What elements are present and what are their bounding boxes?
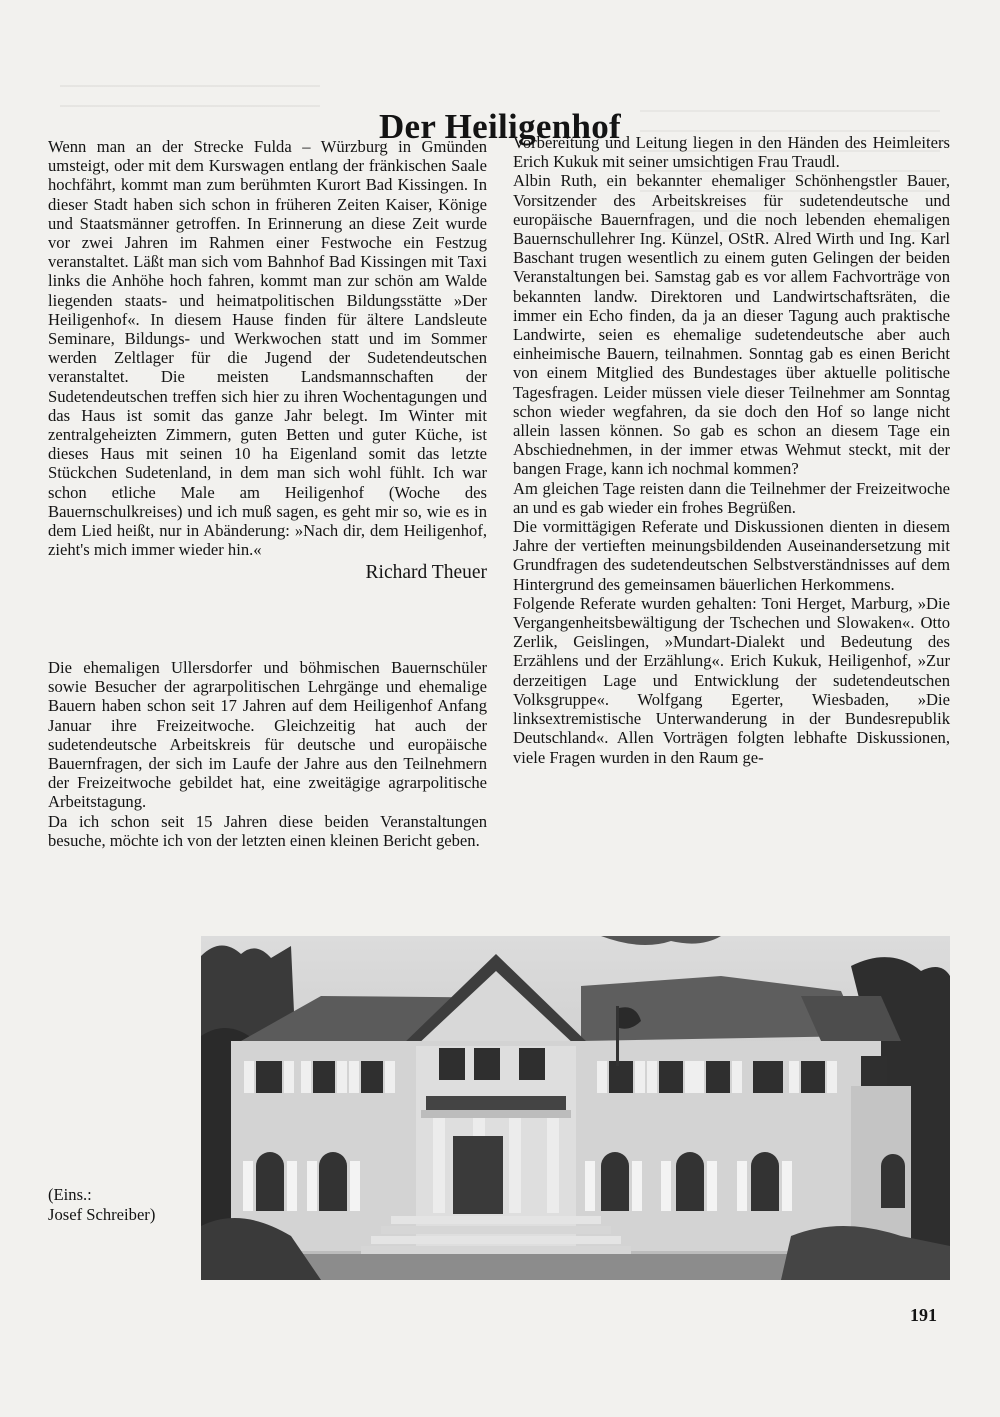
left-column-report xyxy=(48,658,487,850)
report-paragraph: Die ehemaligen Ullersdorfer und böhmischen Bauernschüler sowie Besucher der agrarpolitischen Lehrgänge und ehemalige Bauern haben schon seit 17 Jahren auf dem Heiligenhof Anfang Januar ihre Freizeitwoche. Gleichzeitig hat auch der sudetendeutsche Arbeitskreis für deutsche und europäische Bauernfragen, der sich im Laufe der Jahre aus den Teilnehmern der Freizeitwoche gebildet hat, eine zweitägige agrarpolitische Arbeitstagung. xyxy=(48,658,487,812)
photo-caption xyxy=(48,1185,155,1224)
caption-line: (Eins.: xyxy=(48,1185,92,1204)
right-paragraph: Die vormittägigen Referate und Diskussionen dienten in diesem Jahre der vertieften meinungsbildenden Auseinandersetzung mit Grundfragen des sudetendeutschen Selbstverständnisses auf dem Hintergrund des gemeinsamen bäuerlichen Herkommens. xyxy=(513,517,950,594)
right-paragraph: Am gleichen Tage reisten dann die Teilnehmer der Freizeitwoche an und es gab wieder ein frohes Begrüßen. xyxy=(513,478,950,517)
intro-paragraph: Wenn man an der Strecke Fulda – Würzburg in Gmünden umsteigt, oder mit dem Kurswagen entlang der fränkischen Saale hochfährt, kommt man zum berühmten Kurort Bad Kissingen. In dieser Stadt haben sich schon in früheren Zeiten Kaiser, Könige und Staatsmänner getroffen. In Erinnerung an diese Zeit wurde vor zwei Jahren im Rahmen einer Festwoche ein Festzug veranstaltet. Läßt man sich vom Bahnhof Bad Kissingen mit Taxi links die Anhöhe hoch fahren, kommt man zur schön am Walde liegenden staats- und heimatpolitischen Bildungsstätte »Der Heiligenhof«. In diesem Hause finden für ältere Landsleute Seminare, Bildungs- und Werkwochen statt und im Sommer werden Zeltlager für die Jugend der Sudetendeutschen veranstaltet. Die meisten Landsmannschaften der Sudetendeutschen treffen sich hier zu ihren Wochentagungen und das Haus ist somit das ganze Jahr belegt. Im Winter mit zentralgeheizten Zimmern, guten Betten und guter Küche, ist dieses Haus mit seinen 10 ha Eigenland somit das letzte Stückchen Sudetenland, in dem man sich wohl fühlt. Ich war schon etliche Male am Heiligenhof (Woche des Bauernschulkreises) und ich muß sagen, es geht mir so, wie es in dem Lied heißt, nur in Abänderung: »Nach dir, dem Heiligenhof, zieht's mich immer wieder hin.« xyxy=(48,137,487,560)
article-title: Der Heiligenhof xyxy=(378,107,621,147)
right-paragraph: Folgende Referate wurden gehalten: Toni Herget, Marburg, »Die Vergangenheitsbewältigung der Tschechen und Slowaken«. Otto Zerlik, Geislingen, »Mundart-Dialekt und Bedeutung des Erzählens und der Erzählung«. Erich Kukuk, Heiligenhof, »Zur derzeitigen Lage und Entwicklung der sudetendeutschen Volksgruppe«. Wolfgang Egerter, Wiesbaden, »Die linksextremistische Unterwanderung in der Bundesrepublik Deutschland«. Allen Vorträgen folgten lebhafte Diskussionen, viele Fragen wurden in den Raum ge- xyxy=(513,593,950,767)
right-paragraph: Vorbereitung und Leitung liegen in den Händen des Heimleiters Erich Kukuk mit seiner umsichtigen Frau Traudl. xyxy=(513,133,950,172)
report-paragraph: Da ich schon seit 15 Jahren diese beiden Veranstaltungen besuche, möchte ich von der letzten einen kleinen Bericht geben. xyxy=(48,811,487,850)
left-column-intro xyxy=(48,137,487,585)
heiligenhof-building-photo xyxy=(201,936,950,1280)
caption-line: Josef Schreiber) xyxy=(48,1204,156,1224)
author-signature: Richard Theuer xyxy=(365,562,487,584)
right-column xyxy=(513,133,950,767)
page-number: 191 xyxy=(910,1305,937,1325)
right-paragraph: Albin Ruth, ein bekannter ehemaliger Schönhengstler Bauer, Vorsitzender des Arbeitskreises für sudetendeutsche und europäische Bauernfragen, und die noch lebenden ehemaligen Bauernschullehrer Ing. Künzel, OStR. Alred Wirth und Ing. Karl Baschant trugen wesentlich zu einem guten Gelingen der beiden Veranstaltungen bei. Samstag gab es vor allem Fachvorträge von bekannten landw. Direktoren und Landwirtschaftsräten, die immer ein Echo finden, da ja an dieser Tagung auch praktische Landwirte, seien es ehemalige sudetendeutsche aber auch einheimische Bauern, teilnahmen. Sonntag gab es einen Bericht von einem Mitglied des Bundestages über aktuelle politische Tagesfragen. Leider müssen viele dieser Teilnehmer am Sonntag schon wieder wegfahren, da sie doch den Hof so lange nicht allein lassen können. So gab es schon an diesem Tage ein Abschiednehmen, in der immer etwas Wehmut steckt, mit der bangen Frage, kann ich nochmal kommen? xyxy=(513,171,950,479)
